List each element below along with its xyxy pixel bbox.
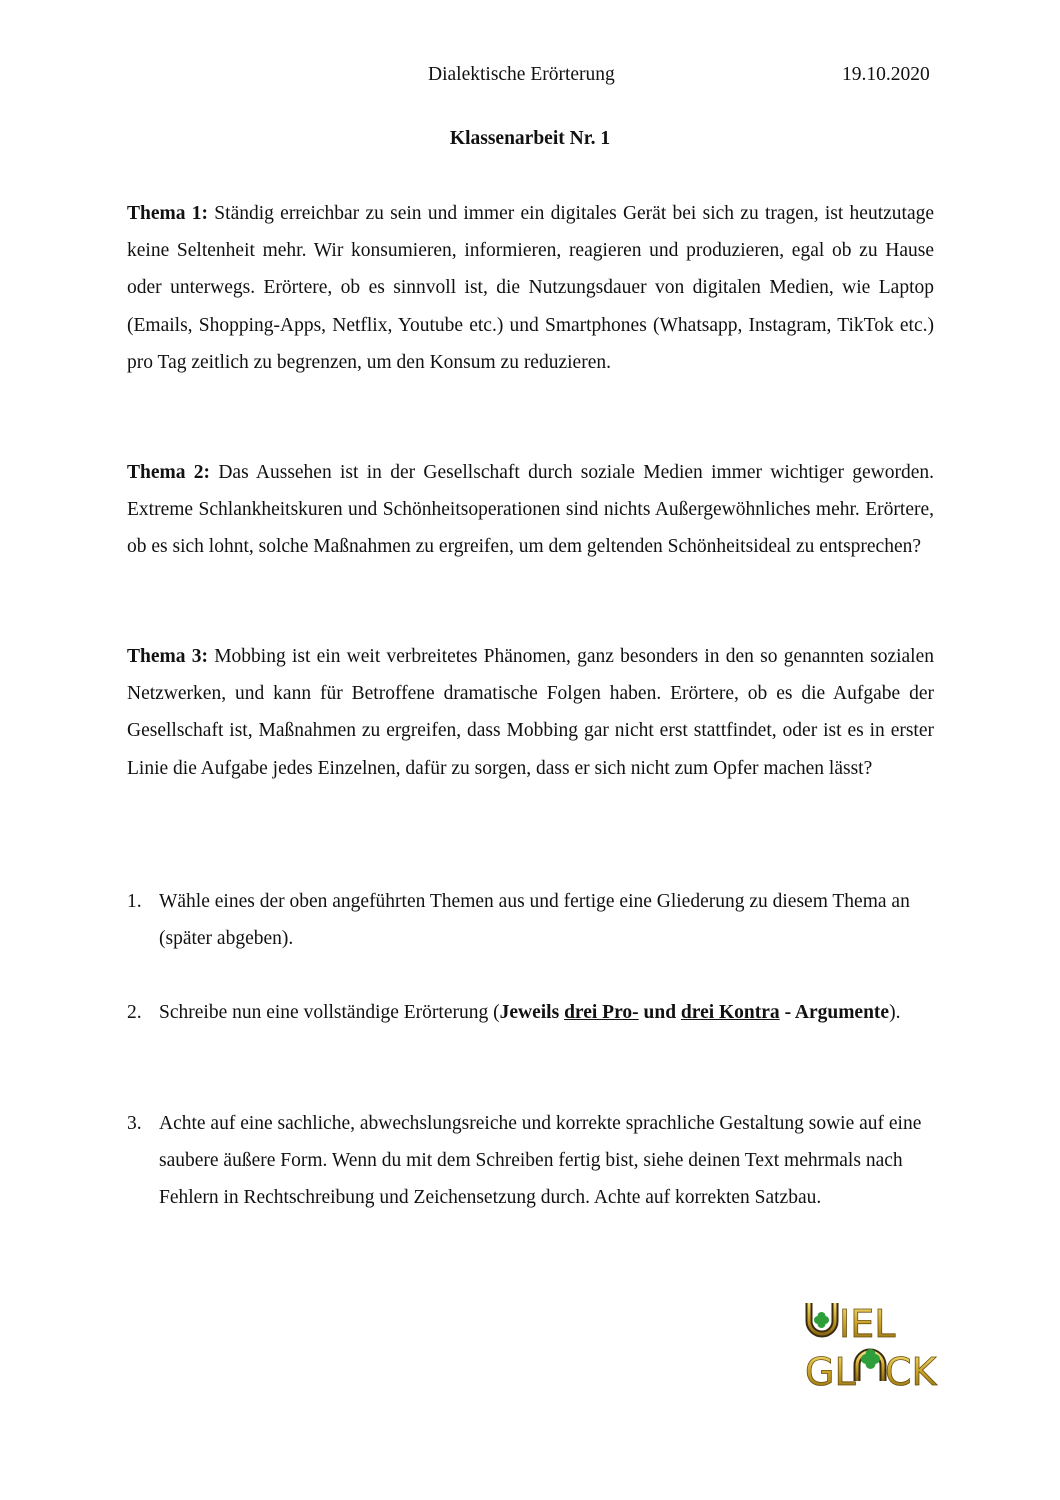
task-text [159, 994, 934, 1031]
underlined-kontra: drei Kontra [680, 1002, 780, 1023]
task-text-part: Schreibe nun eine vollständige Erörterung ( [159, 1002, 500, 1023]
theme-2-text: Das Aussehen ist in der Gesellschaft durch soziale Medien immer wichtiger geworden. Extreme Schlankheitskuren und Schönheitsoperationen sind nichts Außergewöhnliches mehr. Erörtere, ob es sich lohnt, solche Maßnahmen zu ergreifen, um dem geltenden Schönheitsideal zu entsprechen? [127, 462, 934, 558]
viel-glueck-logo [803, 1297, 938, 1393]
underlined-pro: drei Pro- [564, 1002, 639, 1023]
task-number: 1. [127, 891, 142, 912]
task-text: Achte auf eine sachliche, abwechslungsreiche und korrekte sprachliche Gestaltung sowie auf eine saubere äußere Form. Wenn du mit dem Schreiben fertig bist, siehe deinen Text mehrmals nach Fehlern in Rechtschreibung und Zeichensetzung durch. Achte auf korrekten Satzbau. [159, 1113, 922, 1209]
theme-1-label: Thema 1: [127, 203, 209, 224]
task-text: Wähle eines der oben angeführten Themen aus und fertige eine Gliederung zu diesem Thema an (später abgeben). [159, 891, 910, 950]
task-3 [127, 1105, 934, 1217]
document-title: Klassenarbeit Nr. 1 [449, 128, 611, 149]
theme-2 [127, 454, 934, 566]
task-bold-part: und [638, 1002, 681, 1023]
task-1 [127, 883, 934, 957]
header-subject: Dialektische Erörterung [428, 64, 615, 85]
horseshoe-clover-icon [857, 1349, 883, 1381]
task-number: 2. [127, 1002, 142, 1023]
task-2 [127, 994, 934, 1031]
logo-line-2b: CK [885, 1350, 937, 1393]
task-text-part: ). [889, 1002, 901, 1023]
horseshoe-clover-icon [809, 1303, 835, 1334]
task-number: 3. [127, 1113, 142, 1134]
theme-1 [127, 195, 934, 381]
header-date: 19.10.2020 [842, 64, 930, 85]
task-bold-part: - Argumente [779, 1002, 890, 1023]
theme-3-text: Mobbing ist ein weit verbreitetes Phänomen, ganz besonders in den so genannten sozialen Netzwerken, und kann für Betroffene dramatische Folgen haben. Erörtere, ob es die Aufgabe der Gesellschaft ist, Maßnahmen zu ergreifen, dass Mobbing gar nicht erst stattfindet, oder ist es in erster Linie die Aufgabe jedes Einzelnen, dafür zu sorgen, dass er sich nicht zum Opfer machen lässt? [127, 646, 934, 779]
logo-line-2a: GL [805, 1350, 856, 1393]
theme-2-label: Thema 2: [127, 462, 211, 483]
task-bold-part: Jeweils [499, 1002, 565, 1023]
theme-3 [127, 638, 934, 787]
theme-1-text: Ständig erreichbar zu sein und immer ein digitales Gerät bei sich zu tragen, ist heutzutage keine Seltenheit mehr. Wir konsumieren, informieren, reagieren und produzieren, egal ob zu Hause oder unterwegs. Erörtere, ob es sinnvoll ist, die Nutzungsdauer von digitalen Medien, wie Laptop (Emails, Shopping-Apps, Netflix, Youtube etc.) und Smartphones (Whatsapp, Instagram, TikTok etc.) pro Tag zeitlich zu begrenzen, um den Konsum zu reduzieren. [127, 203, 935, 373]
theme-3-label: Thema 3: [127, 646, 208, 667]
logo-line-1: IEL [839, 1302, 896, 1346]
